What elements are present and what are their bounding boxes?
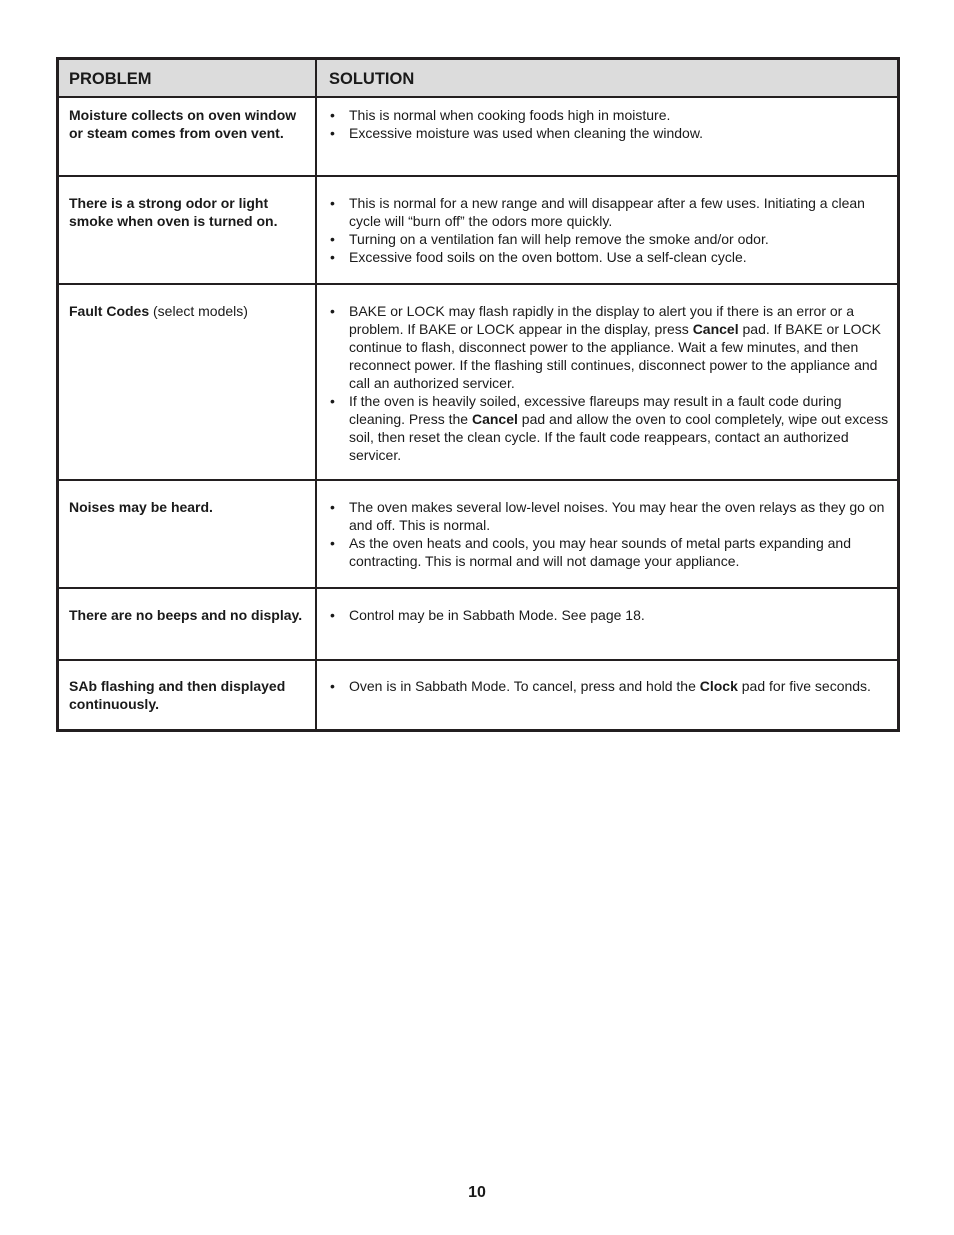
solution-text: This is normal for a new range and will disappear after a few uses. Initiating a clean cycle will “burn off” the odors more quickly. bbox=[349, 195, 865, 229]
pad-name: Cancel bbox=[471, 411, 518, 427]
problem-text: There are no beeps and no display. bbox=[69, 607, 303, 623]
solution-item bbox=[329, 498, 891, 534]
bullet-mark: • bbox=[330, 231, 335, 247]
solution-cell bbox=[317, 481, 897, 587]
pad-name: Cancel bbox=[692, 321, 739, 337]
solution-list bbox=[329, 498, 891, 570]
solution-cell bbox=[317, 98, 897, 175]
bullet-mark: • bbox=[330, 678, 335, 694]
problem-cell bbox=[59, 98, 317, 175]
problem-text: There is a strong odor or light smoke when oven is turned on. bbox=[69, 195, 278, 229]
solution-cell bbox=[317, 661, 897, 729]
problem-cell bbox=[59, 661, 317, 729]
problem-title: Fault Codes bbox=[69, 303, 150, 319]
solution-cell bbox=[317, 285, 897, 479]
solution-item bbox=[329, 230, 891, 248]
solution-item bbox=[329, 248, 891, 266]
solution-text: If the oven is heavily soiled, excessive flareups may result in a fault code during cleaning. Press the bbox=[349, 393, 842, 427]
solution-text: Turning on a ventilation fan will help remove the smoke and/or odor. bbox=[349, 231, 769, 247]
solution-item bbox=[329, 194, 891, 230]
solution-item bbox=[329, 534, 891, 570]
solution-list bbox=[329, 106, 891, 142]
problem-text bbox=[69, 302, 305, 320]
solution-text: The oven makes several low-level noises. You may hear the oven relays as they go on and off. This is normal. bbox=[349, 499, 885, 533]
table-row bbox=[59, 587, 897, 659]
problem-note: (select models) bbox=[149, 303, 248, 319]
table-row bbox=[59, 96, 897, 175]
problem-cell bbox=[59, 285, 317, 479]
solution-text: pad for five seconds. bbox=[737, 678, 871, 694]
bullet-mark: • bbox=[330, 303, 335, 319]
table-row bbox=[59, 175, 897, 283]
bullet-mark: • bbox=[330, 195, 335, 211]
solution-item bbox=[329, 606, 891, 624]
solution-text: pad and allow the oven to cool completely, wipe out excess soil, then reset the clean cycle. If the fault code reappears, contact an authorized servicer. bbox=[349, 411, 889, 463]
table-row bbox=[59, 479, 897, 587]
problem-text: SAb flashing and then displayed continuously. bbox=[69, 678, 286, 712]
bullet-mark: • bbox=[330, 535, 335, 551]
solution-list bbox=[329, 606, 891, 624]
problem-header: PROBLEM bbox=[59, 60, 317, 96]
solution-list bbox=[329, 302, 891, 464]
bullet-mark: • bbox=[330, 607, 335, 623]
problem-cell bbox=[59, 481, 317, 587]
solution-list bbox=[329, 194, 891, 266]
problem-cell bbox=[59, 177, 317, 283]
problem-text: Noises may be heard. bbox=[69, 499, 213, 515]
solution-text: Oven is in Sabbath Mode. To cancel, press and hold the bbox=[349, 678, 700, 694]
table-row bbox=[59, 283, 897, 479]
solution-text: As the oven heats and cools, you may hear sounds of metal parts expanding and contracting. This is normal and will not damage your appliance. bbox=[349, 535, 851, 569]
solution-cell bbox=[317, 177, 897, 283]
solution-text: Control may be in Sabbath Mode. See page 18. bbox=[349, 607, 645, 623]
solution-item bbox=[329, 124, 891, 142]
problem-text: Moisture collects on oven window or steam comes from oven vent. bbox=[69, 107, 297, 141]
solution-list bbox=[329, 677, 891, 695]
solution-text: Excessive moisture was used when cleaning the window. bbox=[349, 125, 704, 141]
solution-text: Excessive food soils on the oven bottom. Use a self-clean cycle. bbox=[349, 249, 747, 265]
bullet-mark: • bbox=[330, 249, 335, 265]
solution-cell bbox=[317, 589, 897, 659]
table-header bbox=[59, 60, 897, 96]
solution-text: pad. If BAKE or LOCK continue to flash, disconnect power to the appliance. Wait a few minutes, and then reconnect power. If the flashing still continues, disconnect power to the appliance and call an authorized servicer. bbox=[349, 321, 882, 391]
solution-header: SOLUTION bbox=[329, 70, 415, 88]
page-number: 10 bbox=[468, 1184, 486, 1201]
bullet-mark: • bbox=[330, 125, 335, 141]
solution-item bbox=[329, 106, 891, 124]
bullet-mark: • bbox=[330, 499, 335, 515]
table-row bbox=[59, 659, 897, 729]
solution-text: BAKE or LOCK may flash rapidly in the display to alert you if there is an error or a problem. If BAKE or LOCK appear in the display, press bbox=[349, 303, 855, 337]
bullet-mark: • bbox=[330, 107, 335, 123]
troubleshooting-table bbox=[56, 57, 900, 732]
solution-item bbox=[329, 392, 891, 464]
solution-text: This is normal when cooking foods high in moisture. bbox=[349, 107, 671, 123]
pad-name: Clock bbox=[699, 678, 738, 694]
solution-item bbox=[329, 302, 891, 392]
problem-cell bbox=[59, 589, 317, 659]
solution-item bbox=[329, 677, 891, 695]
bullet-mark: • bbox=[330, 393, 335, 409]
